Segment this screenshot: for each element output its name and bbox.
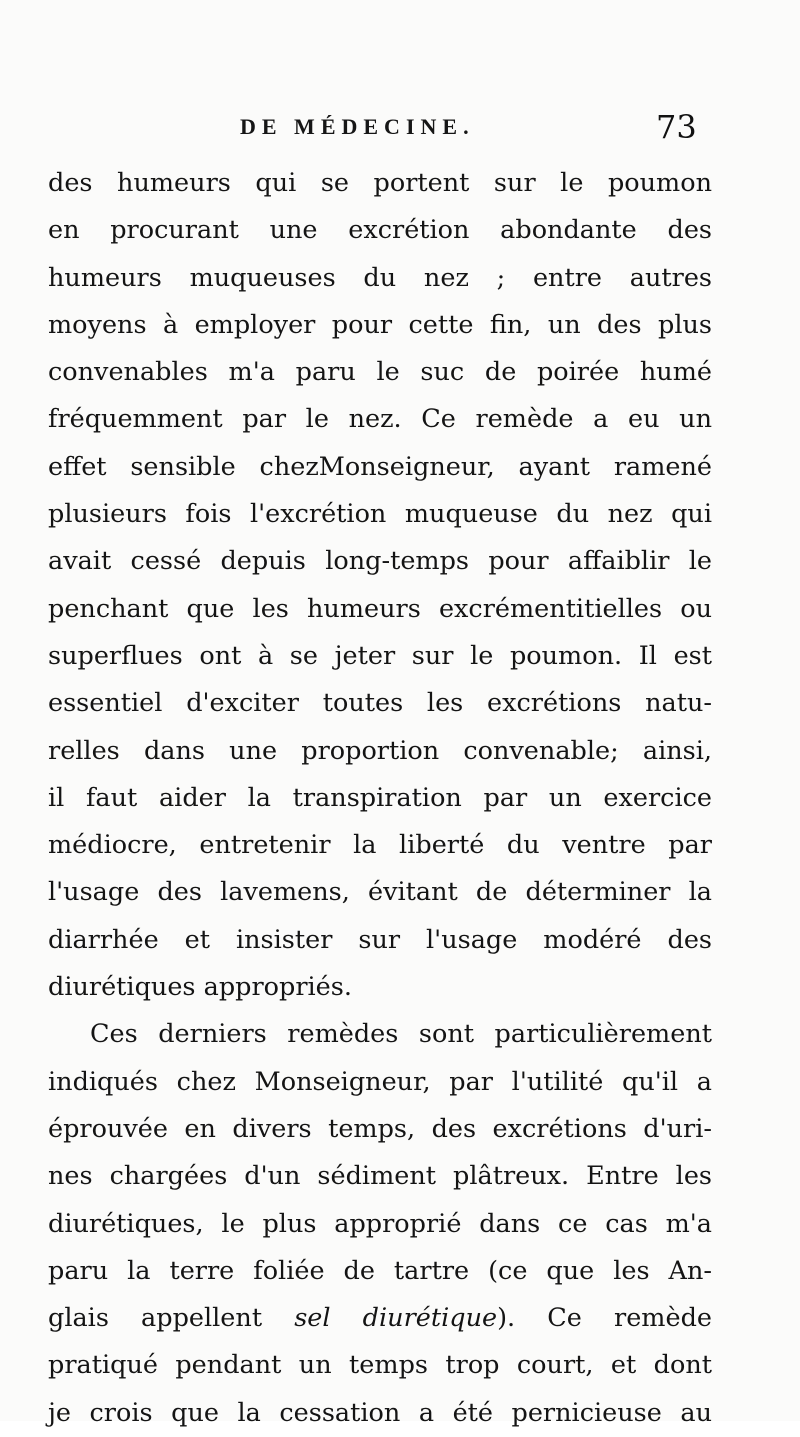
text-line-4: moyens à employer pour cette fin, un des plus (48, 309, 712, 340)
body-text (48, 160, 712, 1437)
text-line-5: convenables m'a paru le suc de poirée humé (48, 357, 712, 388)
text-line-18: diurétiques appropriés. (48, 972, 352, 1003)
text-line-8: plusieurs fois l'excrétion muqueuse du nez qui (48, 499, 712, 530)
text-line-9: avait cessé depuis long-temps pour affaiblir le (48, 546, 712, 577)
text-line-16: l'usage des lavemens, évitant de déterminer la (48, 877, 712, 908)
text-line-25-suffix: ). Ce remède (497, 1303, 712, 1334)
text-line-12: essentiel d'exciter toutes les excrétions natu- (48, 688, 712, 719)
text-line-19: Ces derniers remèdes sont particulièrement (90, 1019, 712, 1050)
text-line-1: des humeurs qui se portent sur le poumon (48, 168, 712, 198)
text-line-13: relles dans une proportion convenable; ainsi, (48, 735, 712, 766)
running-head (0, 108, 800, 148)
page-number: 73 (656, 108, 697, 146)
text-line-24: paru la terre foliée de tartre (ce que les An- (48, 1255, 712, 1286)
italic-term: sel diurétique (294, 1303, 498, 1334)
text-line-25 (48, 1295, 712, 1342)
text-line-26: pratiqué pendant un temps trop court, et dont (48, 1350, 712, 1381)
text-line-2: en procurant une excrétion abondante des (48, 215, 712, 246)
text-line-22: nes chargées d'un sédiment plâtreux. Entre les (48, 1161, 712, 1192)
text-line-3: humeurs muqueuses du nez ; entre autres (48, 262, 712, 293)
text-line-15: médiocre, entretenir la liberté du ventre par (48, 830, 712, 861)
text-line-7: effet sensible chezMonseigneur, ayant ramené (48, 451, 712, 482)
text-line-14: il faut aider la transpiration par un exercice (48, 782, 712, 813)
running-title: DE MÉDECINE. (240, 114, 475, 139)
text-line-10: penchant que les humeurs excrémentitielles ou (48, 593, 712, 624)
text-line-6: fréquemment par le nez. Ce remède a eu un (48, 404, 712, 435)
text-line-17: diarrhée et insister sur l'usage modéré des (48, 924, 712, 955)
text-line-25-prefix: glais appellent (48, 1303, 295, 1334)
text-line-21: éprouvée en divers temps, des excrétions d'uri- (48, 1113, 712, 1144)
text-line-11: superflues ont à se jeter sur le poumon. Il est (48, 640, 712, 671)
text-line-23: diurétiques, le plus approprié dans ce cas m'a (48, 1208, 712, 1239)
text-line-20: indiqués chez Monseigneur, par l'utilité qu'il a (48, 1066, 712, 1097)
text-line-27: je crois que la cessation a été pernicieuse au (48, 1397, 712, 1428)
